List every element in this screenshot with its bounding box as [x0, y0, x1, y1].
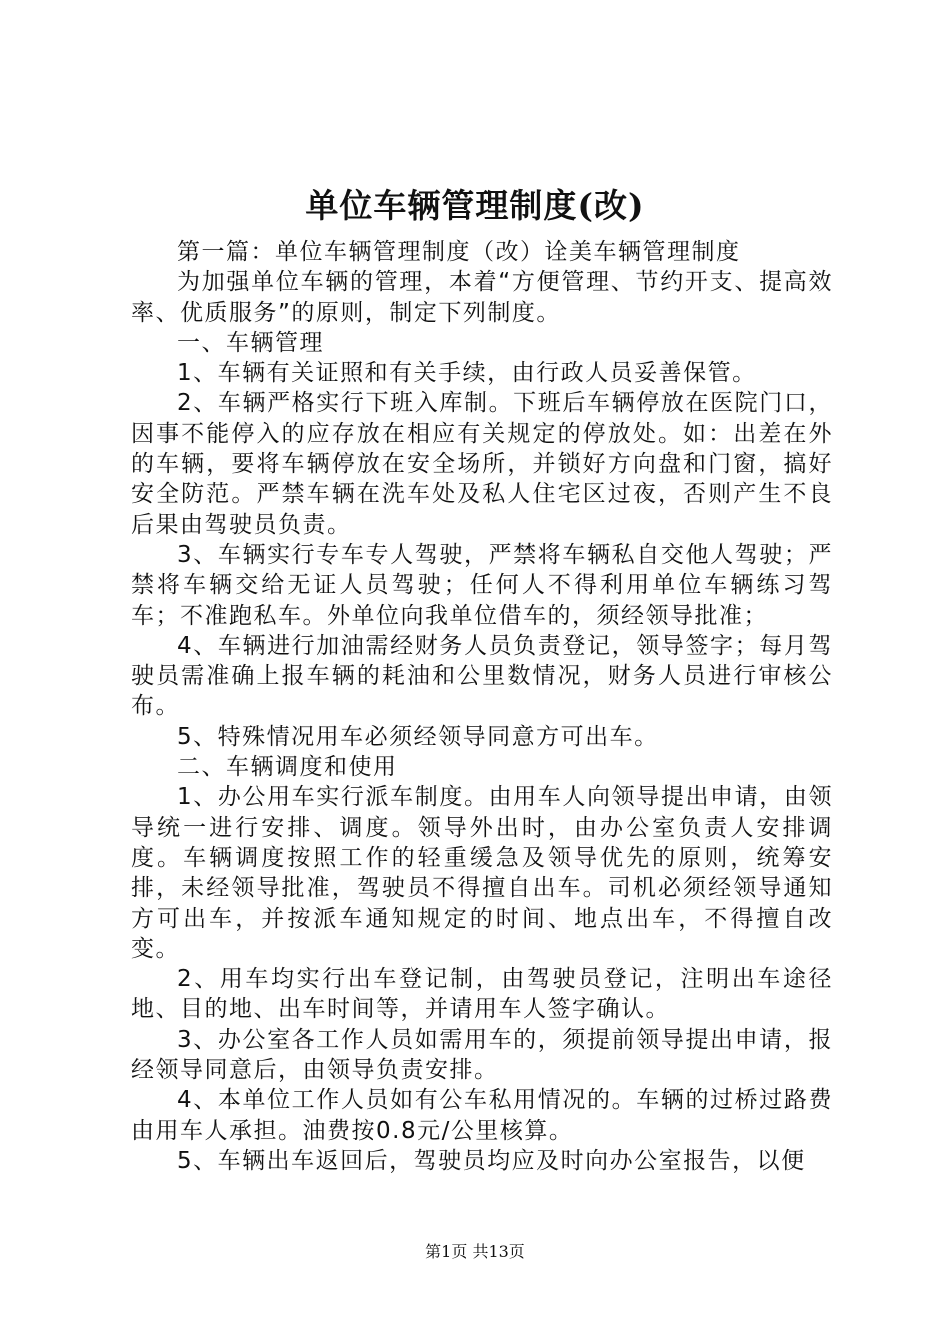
section-heading-dispatch-and-use: 二、车辆调度和使用 [177, 754, 398, 781]
document-body [131, 237, 833, 1176]
document-title: 单位车辆管理制度(改) [305, 186, 645, 225]
paragraph-item: 1、车辆有关证照和有关手续，由行政人员妥善保管。 [177, 360, 757, 387]
paragraph-intro: 为加强单位车辆的管理，本着“方便管理、节约开支、提高效率、优质服务”的原则，制定下列制度。 [131, 269, 833, 326]
paragraph-item: 2、车辆严格实行下班入库制。下班后车辆停放在医院门口，因事不能停入的应存放在相应有关规定的停放处。如：出差在外的车辆，要将车辆停放在安全场所，并锁好方向盘和门窗，搞好安全防范。严禁车辆在洗车处及私人住宅区过夜，否则产生不良后果由驾驶员负责。 [131, 390, 833, 538]
paragraph-item: 1、办公用车实行派车制度。由用车人向领导提出申请，由领导统一进行安排、调度。领导外出时，由办公室负责人安排调度。车辆调度按照工作的轻重缓急及领导优先的原则，统筹安排，未经领导批准，驾驶员不得擅自出车。司机必须经领导通知方可出车，并按派车通知规定的时间、地点出车，不得擅自改变。 [131, 784, 833, 962]
paragraph-item: 5、特殊情况用车必须经领导同意方可出车。 [177, 723, 659, 750]
paragraph-item: 2、用车均实行出车登记制，由驾驶员登记，注明出车途径地、目的地、出车时间等，并请用车人签字确认。 [131, 966, 833, 1023]
paragraph-chapter-heading: 第一篇：单位车辆管理制度（改）诠美车辆管理制度 [177, 239, 741, 265]
section-heading-vehicle-management: 一、车辆管理 [177, 329, 324, 356]
paragraph-item: 3、车辆实行专车专人驾驶，严禁将车辆私自交他人驾驶；严禁将车辆交给无证人员驾驶；任何人不得利用单位车辆练习驾车；不准跑私车。外单位向我单位借车的，须经领导批准； [131, 541, 833, 629]
page-number-footer: 第1页 共13页 [425, 1242, 525, 1261]
paragraph-item: 5、车辆出车返回后，驾驶员均应及时向办公室报告，以便 [177, 1147, 806, 1174]
paragraph-item: 4、本单位工作人员如有公车私用情况的。车辆的过桥过路费由用车人承担。油费按0.8元/公里核算。 [131, 1087, 833, 1144]
paragraph-item: 4、车辆进行加油需经财务人员负责登记，领导签字；每月驾驶员需准确上报车辆的耗油和公里数情况，财务人员进行审核公布。 [131, 632, 833, 720]
paragraph-item: 3、办公室各工作人员如需用车的，须提前领导提出申请，报经领导同意后，由领导负责安排。 [131, 1026, 833, 1084]
